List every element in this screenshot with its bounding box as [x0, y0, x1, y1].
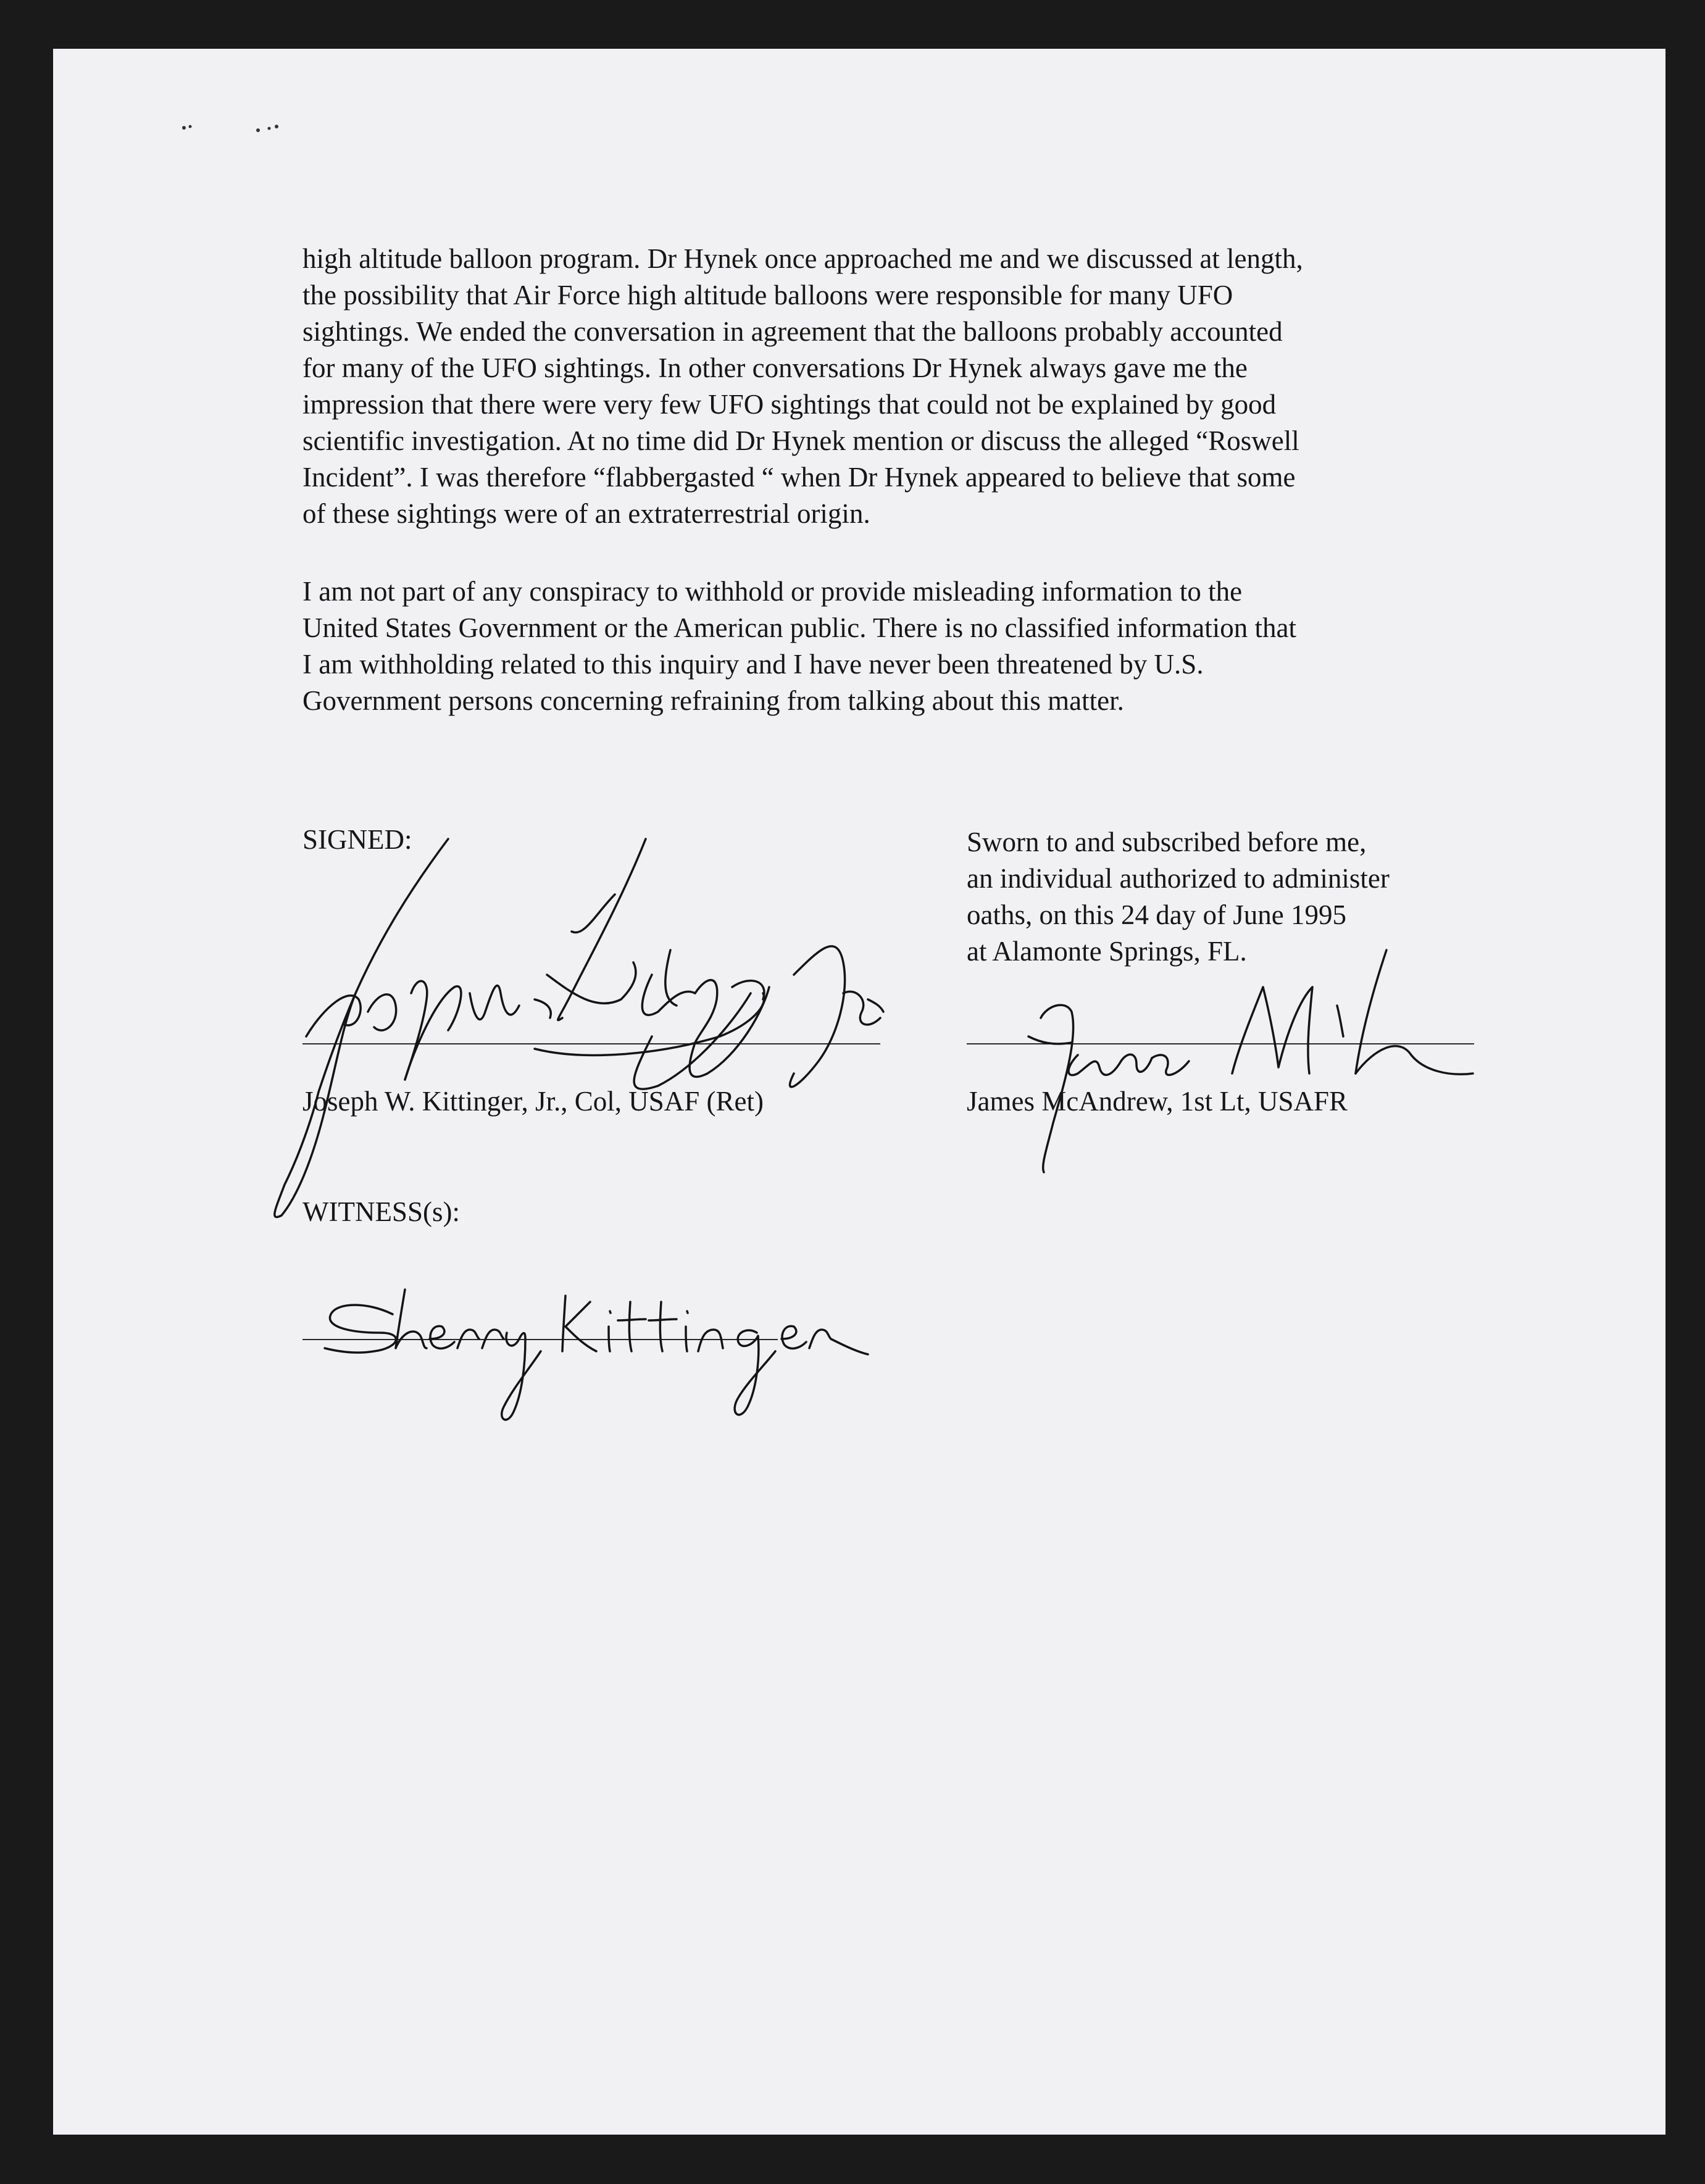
signed-label: SIGNED:	[302, 824, 412, 855]
notary-line: Sworn to and subscribed before me,	[967, 827, 1367, 857]
scan-speck-marks	[115, 104, 300, 141]
paragraph-line: sightings. We ended the conversation in agreement that the balloons probably accounted	[302, 316, 1283, 347]
notary-line: oaths, on this 24 day of June 1995	[967, 899, 1346, 930]
notary-name: James McAndrew, 1st Lt, USAFR	[967, 1086, 1348, 1117]
signer-signature	[226, 790, 917, 1283]
paragraph-line: United States Government or the American public. There is no classified information that	[302, 612, 1297, 643]
paragraph-balloon-program	[302, 241, 1506, 532]
paragraph-line: I am not part of any conspiracy to withhold or provide misleading information to the	[302, 576, 1243, 607]
paragraph-line: I am withholding related to this inquiry and I have never been threatened by U.S.	[302, 649, 1204, 680]
paragraph-conspiracy-statement	[302, 573, 1506, 719]
witness-label: WITNESS(s):	[302, 1196, 460, 1227]
paragraph-line: high altitude balloon program. Dr Hynek once approached me and we discussed at length,	[302, 243, 1303, 274]
witness-signature	[300, 1246, 893, 1444]
paragraph-line: Incident”. I was therefore “flabbergasted “ when Dr Hynek appeared to believe that some	[302, 462, 1296, 493]
paragraph-line: the possibility that Air Force high altitude balloons were responsible for many UFO	[302, 280, 1233, 311]
notary-signature	[1004, 938, 1522, 1197]
document-page	[53, 49, 1665, 2135]
paragraph-line: scientific investigation. At no time did Dr Hynek mention or discuss the alleged “Roswell	[302, 425, 1299, 456]
paragraph-line: of these sightings were of an extraterrestrial origin.	[302, 498, 870, 529]
notary-line: an individual authorized to administer	[967, 863, 1390, 894]
paragraph-line: for many of the UFO sightings. In other conversations Dr Hynek always gave me the	[302, 352, 1248, 383]
paragraph-line: Government persons concerning refraining from talking about this matter.	[302, 685, 1124, 716]
signer-name: Joseph W. Kittinger, Jr., Col, USAF (Ret)	[302, 1086, 764, 1117]
notary-line: at Alamonte Springs, FL.	[967, 936, 1247, 967]
paragraph-line: impression that there were very few UFO sightings that could not be explained by good	[302, 389, 1277, 420]
